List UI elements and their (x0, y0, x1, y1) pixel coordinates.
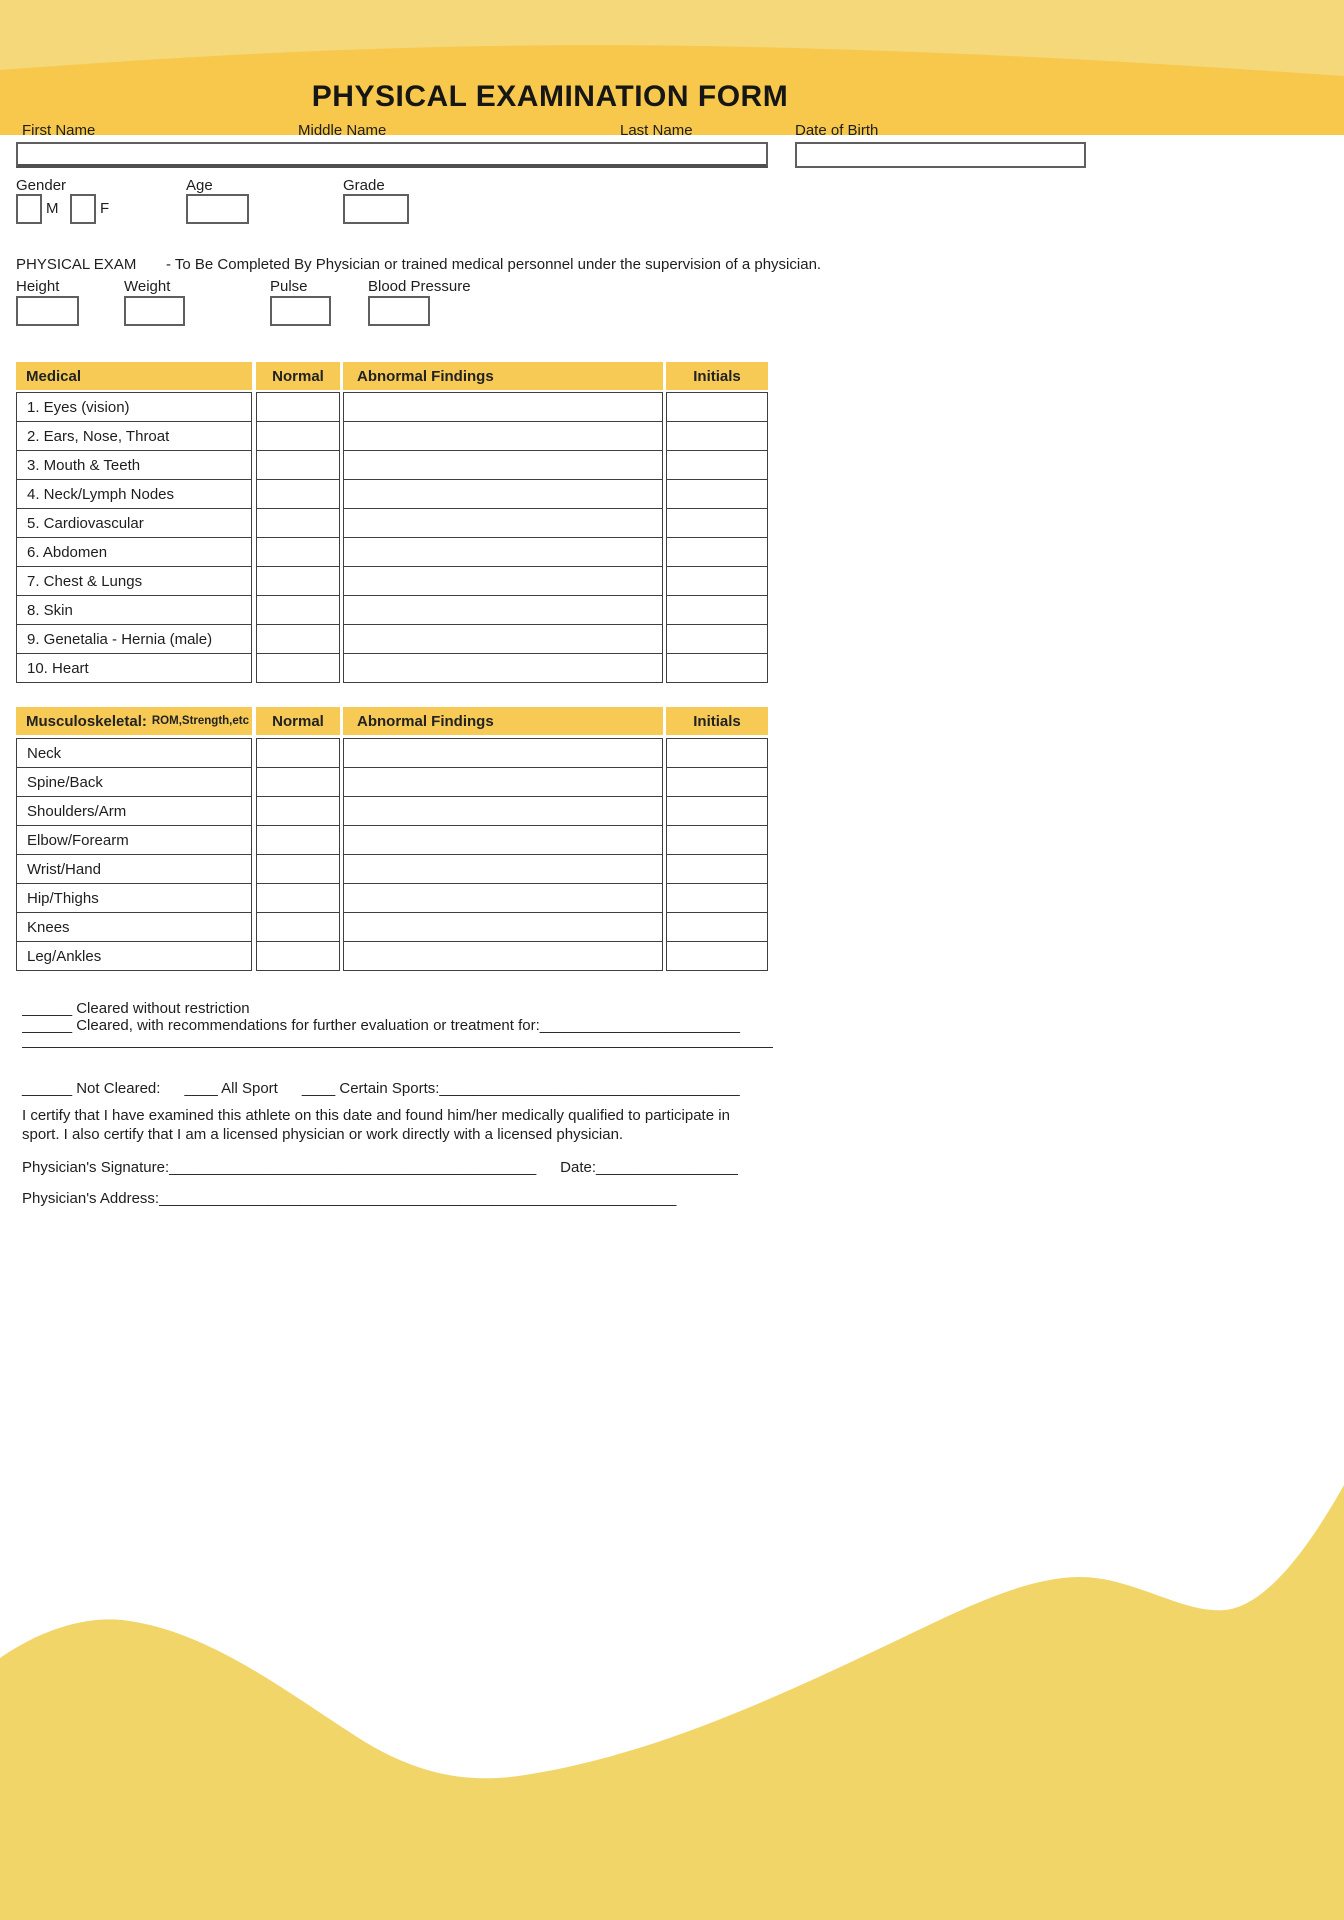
initials-cell[interactable] (666, 653, 768, 683)
physician-address-line[interactable]: Physician's Address:______________________________________________________________ (22, 1190, 677, 1207)
normal-cell[interactable] (256, 450, 340, 480)
date-of-birth-label: Date of Birth (795, 122, 879, 139)
row-label-cell: 10. Heart (16, 653, 252, 683)
date-line[interactable]: Date:_________________ (560, 1159, 738, 1176)
all-sport-option[interactable]: ____ All Sport (184, 1080, 278, 1097)
initials-cell[interactable] (666, 421, 768, 451)
first-name-label: First Name (22, 122, 96, 139)
normal-cell[interactable] (256, 767, 340, 797)
normal-cell[interactable] (256, 508, 340, 538)
row-label-cell: 7. Chest & Lungs (16, 566, 252, 596)
initials-cell[interactable] (666, 738, 768, 768)
abnormal-cell[interactable] (343, 595, 663, 625)
physical-exam-section-note: - To Be Completed By Physician or trained medical personnel under the supervision of a physician. (166, 256, 822, 273)
age-label: Age (186, 177, 213, 194)
header-banner (0, 0, 1344, 135)
blood-pressure-label: Blood Pressure (368, 278, 471, 295)
weight-label: Weight (124, 278, 171, 295)
date-of-birth-input[interactable] (795, 142, 1086, 168)
gender-label: Gender (16, 177, 67, 194)
gender-male-text: M (46, 200, 59, 217)
abnormal-cell[interactable] (343, 624, 663, 654)
name-input[interactable] (16, 142, 768, 168)
initials-cell[interactable] (666, 624, 768, 654)
last-name-label: Last Name (620, 122, 693, 139)
gender-female-text: F (100, 200, 110, 217)
abnormal-cell[interactable] (343, 566, 663, 596)
grade-input[interactable] (343, 194, 409, 224)
abnormal-cell[interactable] (343, 854, 663, 884)
row-label-cell: 5. Cardiovascular (16, 508, 252, 538)
abnormal-cell[interactable] (343, 450, 663, 480)
physical-exam-section-label: PHYSICAL EXAM (16, 256, 137, 273)
abnormal-cell[interactable] (343, 883, 663, 913)
page-title: PHYSICAL EXAMINATION FORM (311, 80, 789, 113)
blood-pressure-input[interactable] (368, 296, 430, 326)
footer-banner (0, 1450, 1344, 1920)
abnormal-cell[interactable] (343, 653, 663, 683)
musculoskeletal-header-text: Musculoskeletal: (26, 712, 147, 730)
abnormal-cell[interactable] (343, 537, 663, 567)
pulse-label: Pulse (270, 278, 308, 295)
medical-table-header-initials: Initials (666, 362, 768, 390)
initials-cell[interactable] (666, 796, 768, 826)
musculoskeletal-table-header-abnormal-findings: Abnormal Findings (343, 707, 663, 735)
row-label-cell: 3. Mouth & Teeth (16, 450, 252, 480)
cleared-without-restriction-line[interactable]: ______ Cleared without restriction (22, 1000, 250, 1017)
row-label-cell: Leg/Ankles (16, 941, 252, 971)
height-input[interactable] (16, 296, 79, 326)
initials-cell[interactable] (666, 566, 768, 596)
row-label-cell: 6. Abdomen (16, 537, 252, 567)
certification-statement: I certify that I have examined this athlete on this date and found him/her medically qualified to participate in sport. I also certify that I am a licensed physician or work directly with a licensed physician. (22, 1107, 730, 1143)
initials-cell[interactable] (666, 883, 768, 913)
initials-cell[interactable] (666, 941, 768, 971)
initials-cell[interactable] (666, 767, 768, 797)
normal-cell[interactable] (256, 392, 340, 422)
normal-cell[interactable] (256, 421, 340, 451)
normal-cell[interactable] (256, 566, 340, 596)
medical-header-text: Medical (26, 367, 82, 385)
initials-cell[interactable] (666, 508, 768, 538)
abnormal-cell[interactable] (343, 392, 663, 422)
cleared-with-recommendations-line[interactable]: ______ Cleared, with recommendations for further evaluation or treatment for:________________________ (22, 1017, 740, 1034)
abnormal-cell[interactable] (343, 941, 663, 971)
musculoskeletal-table-header-initials: Initials (666, 707, 768, 735)
recommendations-continuation-line[interactable]: __________________________________________________________________________________________ (22, 1032, 773, 1049)
initials-cell[interactable] (666, 825, 768, 855)
initials-cell[interactable] (666, 537, 768, 567)
initials-cell[interactable] (666, 912, 768, 942)
medical-table-header-abnormal-findings: Abnormal Findings (343, 362, 663, 390)
footer-wave-graphic (0, 1450, 1344, 1920)
weight-input[interactable] (124, 296, 185, 326)
normal-cell[interactable] (256, 825, 340, 855)
row-label-cell: Elbow/Forearm (16, 825, 252, 855)
row-label-cell: Wrist/Hand (16, 854, 252, 884)
row-label-cell: 9. Genetalia - Hernia (male) (16, 624, 252, 654)
row-label-cell: 2. Ears, Nose, Throat (16, 421, 252, 451)
pulse-input[interactable] (270, 296, 331, 326)
middle-name-label: Middle Name (298, 122, 387, 139)
physician-signature-line[interactable]: Physician's Signature:____________________________________________ (22, 1159, 537, 1176)
normal-cell[interactable] (256, 624, 340, 654)
musculoskeletal-table-header-normal: Normal (256, 707, 340, 735)
row-label-cell: Shoulders/Arm (16, 796, 252, 826)
abnormal-cell[interactable] (343, 796, 663, 826)
row-label-cell: 4. Neck/Lymph Nodes (16, 479, 252, 509)
normal-cell[interactable] (256, 479, 340, 509)
initials-cell[interactable] (666, 392, 768, 422)
abnormal-cell[interactable] (343, 767, 663, 797)
row-label-cell: Knees (16, 912, 252, 942)
gender-male-checkbox[interactable] (16, 194, 42, 224)
abnormal-cell[interactable] (343, 508, 663, 538)
header-wave-graphic (0, 0, 1344, 135)
normal-cell[interactable] (256, 796, 340, 826)
row-label-cell: Neck (16, 738, 252, 768)
abnormal-cell[interactable] (343, 912, 663, 942)
normal-cell[interactable] (256, 595, 340, 625)
initials-cell[interactable] (666, 595, 768, 625)
height-label: Height (16, 278, 60, 295)
musculoskeletal-header-subtext: ROM,Strength,etc (151, 715, 249, 727)
row-label-cell: 8. Skin (16, 595, 252, 625)
medical-table-header-medical (16, 362, 252, 390)
abnormal-cell[interactable] (343, 479, 663, 509)
abnormal-cell[interactable] (343, 738, 663, 768)
medical-table-header-normal: Normal (256, 362, 340, 390)
certain-sports-option[interactable]: ____ Certain Sports:____________________________________ (301, 1080, 740, 1097)
age-input[interactable] (186, 194, 249, 224)
normal-cell[interactable] (256, 738, 340, 768)
abnormal-cell[interactable] (343, 421, 663, 451)
normal-cell[interactable] (256, 941, 340, 971)
not-cleared-row (22, 1079, 782, 1098)
grade-label: Grade (343, 177, 385, 194)
normal-cell[interactable] (256, 912, 340, 942)
initials-cell[interactable] (666, 854, 768, 884)
row-label-cell: Spine/Back (16, 767, 252, 797)
musculoskeletal-table-header-label (16, 707, 252, 735)
normal-cell[interactable] (256, 854, 340, 884)
musculoskeletal-table (16, 707, 768, 977)
signature-row (22, 1158, 738, 1177)
normal-cell[interactable] (256, 537, 340, 567)
row-label-cell: Hip/Thighs (16, 883, 252, 913)
initials-cell[interactable] (666, 450, 768, 480)
medical-table (16, 362, 768, 692)
normal-cell[interactable] (256, 653, 340, 683)
abnormal-cell[interactable] (343, 825, 663, 855)
not-cleared-option[interactable]: ______ Not Cleared: (22, 1080, 161, 1097)
row-label-cell: 1. Eyes (vision) (16, 392, 252, 422)
gender-female-checkbox[interactable] (70, 194, 96, 224)
normal-cell[interactable] (256, 883, 340, 913)
initials-cell[interactable] (666, 479, 768, 509)
